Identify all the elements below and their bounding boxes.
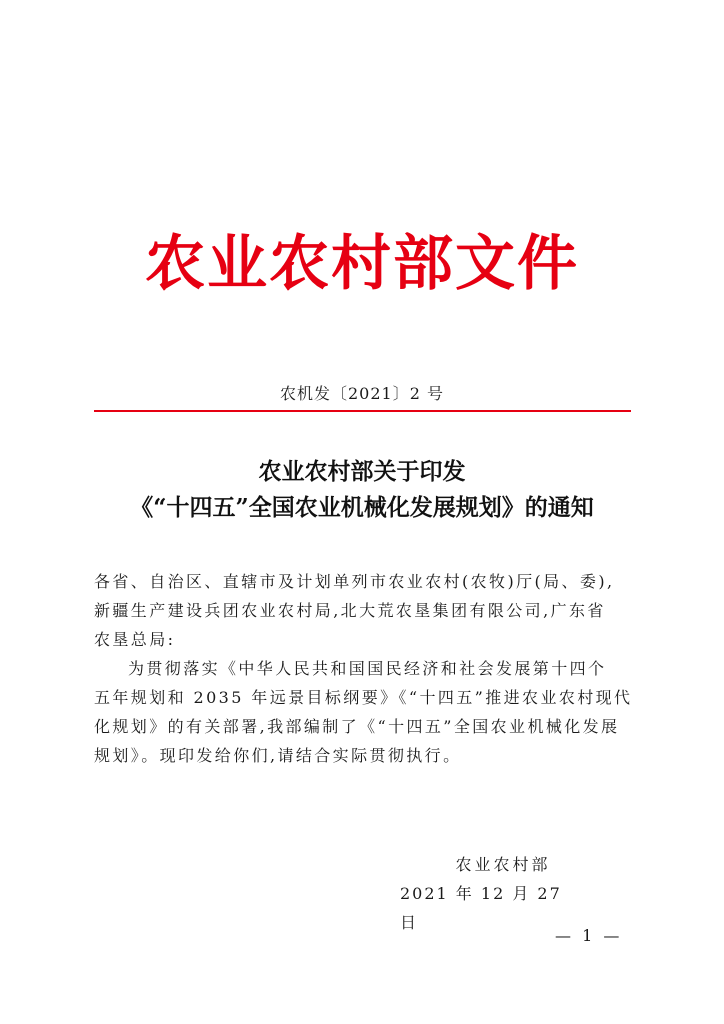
document-masthead: 农业农村部文件 (145, 229, 579, 299)
body-line-4: 为贯彻落实《中华人民共和国国民经济和社会发展第十四个 (128, 659, 607, 678)
issue-date: 2021 年 12 月 27 日 (400, 884, 562, 932)
page-number: — 1 — (555, 926, 623, 945)
title-line-1: 农业农村部关于印发 (258, 458, 466, 485)
document-title (0, 454, 724, 526)
body-line-5: 五年规划和 2035 年远景目标纲要》《“十四五”推进农业农村现代 (94, 688, 633, 707)
title-line-2: 《“十四五”全国农业机械化发展规划》的通知 (130, 494, 594, 521)
signature-block (380, 850, 580, 937)
issuing-organization: 农业农村部 (455, 855, 551, 874)
document-number: 农机发〔2021〕2 号 (280, 384, 444, 403)
red-divider-line (94, 410, 631, 412)
body-line-3: 农垦总局: (94, 630, 176, 649)
body-line-2: 新疆生产建设兵团农业农村局,北大荒农垦集团有限公司,广东省 (94, 601, 606, 620)
document-body (94, 567, 634, 770)
body-line-1: 各省、自治区、直辖市及计划单列市农业农村(农牧)厅(局、委), (94, 572, 615, 591)
body-line-7: 规划》。现印发给你们,请结合实际贯彻执行。 (94, 746, 462, 765)
body-line-6: 化规划》的有关部署,我部编制了《“十四五”全国农业机械化发展 (94, 717, 620, 736)
